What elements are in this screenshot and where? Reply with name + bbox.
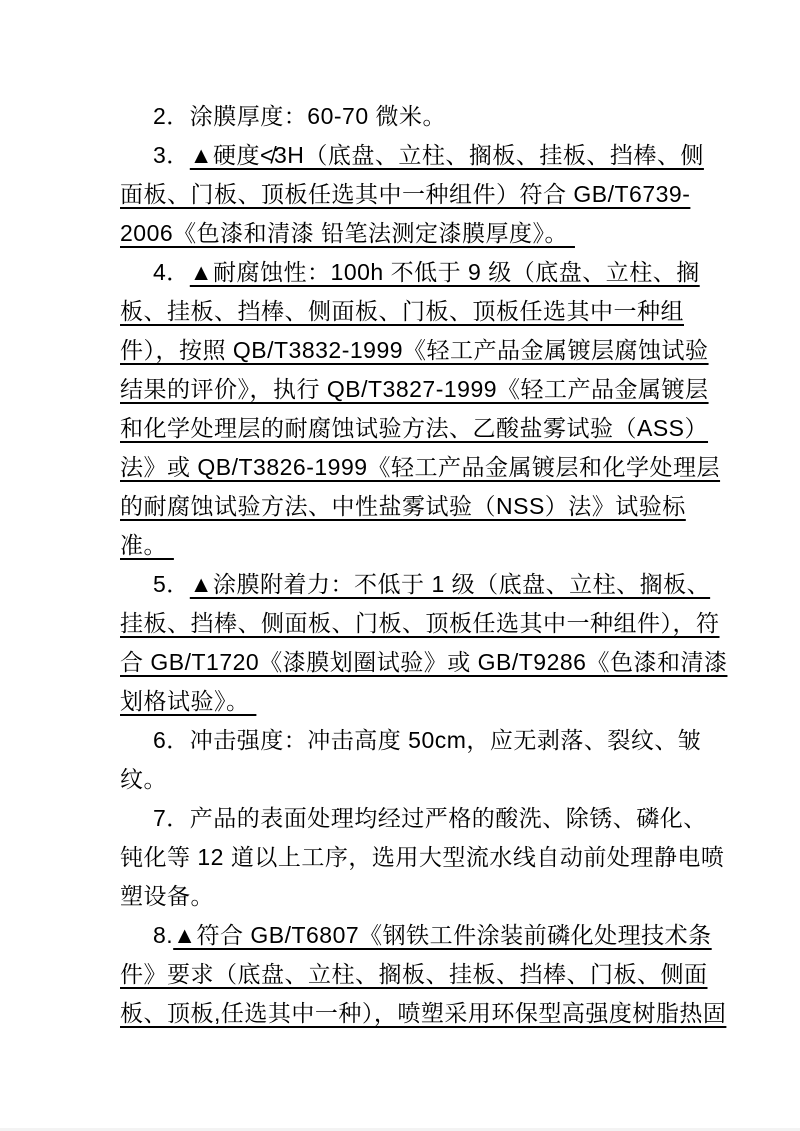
text-line xyxy=(120,565,711,604)
line-prefix: 2．涂膜厚度：60-70 微米。 xyxy=(153,103,447,129)
line-prefix: 6．冲击强度：冲击高度 50cm，应无剥落、裂纹、皱 xyxy=(153,727,702,753)
line-underlined: 和化学处理层的耐腐蚀试验方法、乙酸盐雾试验（ASS） xyxy=(120,415,709,441)
text-line xyxy=(120,175,691,214)
line-prefix: 8. xyxy=(153,922,174,948)
line-underlined: 板、顶板,任选其中一种），喷塑采用环保型高强度树脂热固 xyxy=(120,1000,727,1026)
line-underlined: 挂板、挡棒、侧面板、门板、顶板任选其中一种组件），符 xyxy=(120,610,720,636)
line-underlined: 划格试验》。 xyxy=(120,688,257,714)
text-line xyxy=(120,916,712,955)
line-prefix: 7．产品的表面处理均经过严格的酸洗、除锈、磷化、 xyxy=(153,805,707,831)
text-line xyxy=(120,643,728,682)
text-line xyxy=(120,760,680,799)
text-line xyxy=(120,448,721,487)
line-prefix: 5． xyxy=(153,571,190,597)
line-prefix: 4． xyxy=(153,259,190,285)
line-underlined: 2006《色漆和清漆 铅笔法测定漆膜厚度》。 xyxy=(120,220,575,246)
text-line xyxy=(120,994,727,1033)
line-underlined: 准。 xyxy=(120,532,174,558)
line-underlined: 件》要求（底盘、立柱、搁板、挂板、挡棒、门板、侧面 xyxy=(120,961,708,987)
text-line xyxy=(120,136,704,175)
line-underlined: ▲耐腐蚀性：100h 不低于 9 级（底盘、立柱、搁 xyxy=(189,259,700,285)
line-prefix: 纹。 xyxy=(120,766,167,792)
document-body xyxy=(120,97,728,1033)
text-line xyxy=(120,877,680,916)
text-line xyxy=(120,253,700,292)
text-line xyxy=(120,604,720,643)
line-underlined: 法》或 QB/T3826-1999《轻工产品金属镀层和化学处理层 xyxy=(120,454,721,480)
text-line xyxy=(120,487,686,526)
line-prefix: 钝化等 12 道以上工序，选用大型流水线自动前处理静电喷 xyxy=(120,844,725,870)
line-underlined: 合 GB/T1720《漆膜划圈试验》或 GB/T9286《色漆和清漆 xyxy=(120,649,728,675)
line-underlined: 面板、门板、顶板任选其中一种组件）符合 GB/T6739- xyxy=(120,181,691,207)
text-line xyxy=(120,526,680,565)
text-line xyxy=(120,214,680,253)
text-line xyxy=(120,409,709,448)
line-underlined: 件），按照 QB/T3832-1999《轻工产品金属镀层腐蚀试验 xyxy=(120,337,709,363)
line-prefix: 塑设备。 xyxy=(120,883,214,909)
text-line xyxy=(120,955,708,994)
text-line xyxy=(120,682,680,721)
text-line xyxy=(120,838,725,877)
line-underlined: 结果的评价》，执行 QB/T3827-1999《轻工产品金属镀层 xyxy=(120,376,709,402)
line-underlined: 的耐腐蚀试验方法、中性盐雾试验（NSS）法》试验标 xyxy=(120,493,686,519)
text-line xyxy=(120,721,702,760)
text-line xyxy=(120,799,707,838)
line-underlined: ▲涂膜附着力：不低于 1 级（底盘、立柱、搁板、 xyxy=(189,571,711,597)
text-line xyxy=(120,97,680,136)
text-line xyxy=(120,370,709,409)
line-underlined: ▲硬度≮3H（底盘、立柱、搁板、挂板、挡棒、侧 xyxy=(189,142,704,168)
line-underlined: ▲符合 GB/T6807《钢铁工件涂装前磷化处理技术条 xyxy=(173,922,712,948)
line-underlined: 板、挂板、挡棒、侧面板、门板、顶板任选其中一种组 xyxy=(120,298,684,324)
line-prefix: 3． xyxy=(153,142,190,168)
text-line xyxy=(120,292,684,331)
text-line xyxy=(120,331,709,370)
